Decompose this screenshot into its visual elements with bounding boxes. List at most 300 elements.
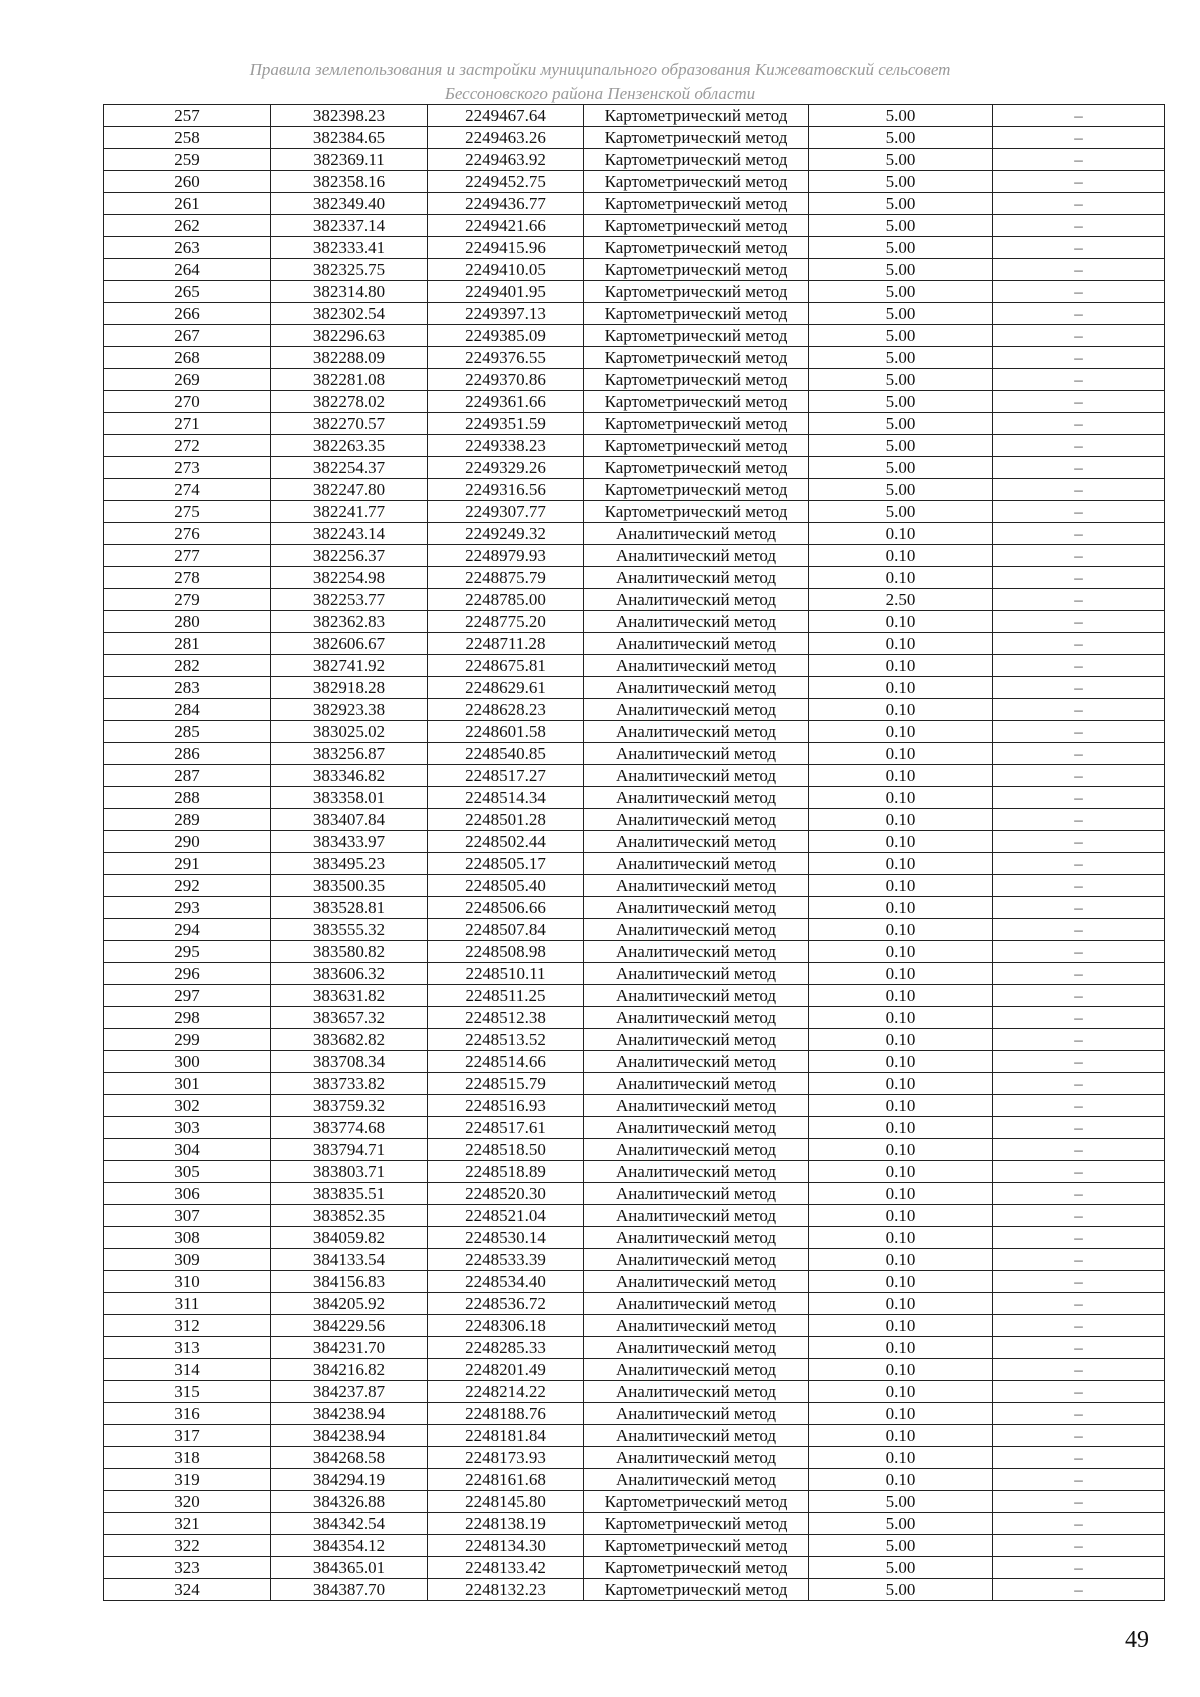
point-number-cell: 284	[104, 699, 271, 721]
accuracy-cell: 0.10	[809, 897, 993, 919]
y-coordinate-cell: 2248675.81	[428, 655, 584, 677]
y-coordinate-cell: 2248502.44	[428, 831, 584, 853]
y-coordinate-cell: 2248513.52	[428, 1029, 584, 1051]
x-coordinate-cell: 384268.58	[271, 1447, 428, 1469]
accuracy-cell: 0.10	[809, 1183, 993, 1205]
table-row	[104, 479, 1165, 501]
x-coordinate-cell: 383803.71	[271, 1161, 428, 1183]
accuracy-cell: 0.10	[809, 853, 993, 875]
note-cell: –	[993, 611, 1165, 633]
method-cell: Картометрический метод	[584, 237, 809, 259]
note-cell: –	[993, 875, 1165, 897]
running-header	[0, 58, 1200, 106]
x-coordinate-cell: 382243.14	[271, 523, 428, 545]
method-cell: Аналитический метод	[584, 1293, 809, 1315]
point-number-cell: 276	[104, 523, 271, 545]
table-row	[104, 281, 1165, 303]
x-coordinate-cell: 383733.82	[271, 1073, 428, 1095]
y-coordinate-cell: 2249463.92	[428, 149, 584, 171]
x-coordinate-cell: 384294.19	[271, 1469, 428, 1491]
note-cell: –	[993, 1447, 1165, 1469]
note-cell: –	[993, 1579, 1165, 1601]
note-cell: –	[993, 347, 1165, 369]
header-line-2: Бессоновского района Пензенской области	[444, 84, 756, 103]
method-cell: Аналитический метод	[584, 1249, 809, 1271]
note-cell: –	[993, 963, 1165, 985]
table-row	[104, 831, 1165, 853]
y-coordinate-cell: 2248514.66	[428, 1051, 584, 1073]
accuracy-cell: 5.00	[809, 149, 993, 171]
point-number-cell: 312	[104, 1315, 271, 1337]
point-number-cell: 268	[104, 347, 271, 369]
table-row	[104, 105, 1165, 127]
note-cell: –	[993, 985, 1165, 1007]
x-coordinate-cell: 383500.35	[271, 875, 428, 897]
x-coordinate-cell: 383708.34	[271, 1051, 428, 1073]
x-coordinate-cell: 382253.77	[271, 589, 428, 611]
x-coordinate-cell: 383657.32	[271, 1007, 428, 1029]
point-number-cell: 283	[104, 677, 271, 699]
note-cell: –	[993, 237, 1165, 259]
note-cell: –	[993, 633, 1165, 655]
method-cell: Аналитический метод	[584, 897, 809, 919]
point-number-cell: 296	[104, 963, 271, 985]
point-number-cell: 307	[104, 1205, 271, 1227]
accuracy-cell: 5.00	[809, 1491, 993, 1513]
table-row	[104, 545, 1165, 567]
note-cell: –	[993, 325, 1165, 347]
x-coordinate-cell: 383025.02	[271, 721, 428, 743]
table-row	[104, 1469, 1165, 1491]
table-row	[104, 369, 1165, 391]
point-number-cell: 269	[104, 369, 271, 391]
table-row	[104, 721, 1165, 743]
table-row	[104, 919, 1165, 941]
point-number-cell: 298	[104, 1007, 271, 1029]
note-cell: –	[993, 193, 1165, 215]
method-cell: Картометрический метод	[584, 127, 809, 149]
note-cell: –	[993, 897, 1165, 919]
point-number-cell: 311	[104, 1293, 271, 1315]
point-number-cell: 287	[104, 765, 271, 787]
accuracy-cell: 0.10	[809, 1227, 993, 1249]
y-coordinate-cell: 2248785.00	[428, 589, 584, 611]
note-cell: –	[993, 1183, 1165, 1205]
x-coordinate-cell: 384059.82	[271, 1227, 428, 1249]
accuracy-cell: 0.10	[809, 523, 993, 545]
accuracy-cell: 0.10	[809, 809, 993, 831]
accuracy-cell: 0.10	[809, 1117, 993, 1139]
x-coordinate-cell: 382358.16	[271, 171, 428, 193]
point-number-cell: 309	[104, 1249, 271, 1271]
x-coordinate-cell: 383794.71	[271, 1139, 428, 1161]
method-cell: Аналитический метод	[584, 567, 809, 589]
y-coordinate-cell: 2249463.26	[428, 127, 584, 149]
table-row	[104, 677, 1165, 699]
y-coordinate-cell: 2248775.20	[428, 611, 584, 633]
table-row	[104, 1227, 1165, 1249]
y-coordinate-cell: 2249329.26	[428, 457, 584, 479]
table-row	[104, 523, 1165, 545]
y-coordinate-cell: 2249307.77	[428, 501, 584, 523]
accuracy-cell: 0.10	[809, 677, 993, 699]
page-number: 49	[1125, 1627, 1149, 1653]
y-coordinate-cell: 2248536.72	[428, 1293, 584, 1315]
point-number-cell: 318	[104, 1447, 271, 1469]
x-coordinate-cell: 383407.84	[271, 809, 428, 831]
table-row	[104, 1403, 1165, 1425]
accuracy-cell: 0.10	[809, 1315, 993, 1337]
y-coordinate-cell: 2248517.61	[428, 1117, 584, 1139]
y-coordinate-cell: 2248516.93	[428, 1095, 584, 1117]
accuracy-cell: 0.10	[809, 1249, 993, 1271]
accuracy-cell: 0.10	[809, 1425, 993, 1447]
accuracy-cell: 5.00	[809, 391, 993, 413]
accuracy-cell: 5.00	[809, 303, 993, 325]
table-row	[104, 655, 1165, 677]
point-number-cell: 305	[104, 1161, 271, 1183]
method-cell: Картометрический метод	[584, 457, 809, 479]
method-cell: Картометрический метод	[584, 105, 809, 127]
method-cell: Аналитический метод	[584, 1359, 809, 1381]
table-row	[104, 611, 1165, 633]
method-cell: Аналитический метод	[584, 1007, 809, 1029]
point-number-cell: 286	[104, 743, 271, 765]
x-coordinate-cell: 382254.37	[271, 457, 428, 479]
x-coordinate-cell: 384156.83	[271, 1271, 428, 1293]
y-coordinate-cell: 2248518.89	[428, 1161, 584, 1183]
note-cell: –	[993, 435, 1165, 457]
note-cell: –	[993, 149, 1165, 171]
note-cell: –	[993, 1491, 1165, 1513]
method-cell: Аналитический метод	[584, 1315, 809, 1337]
y-coordinate-cell: 2249338.23	[428, 435, 584, 457]
x-coordinate-cell: 382923.38	[271, 699, 428, 721]
method-cell: Картометрический метод	[584, 1513, 809, 1535]
x-coordinate-cell: 383631.82	[271, 985, 428, 1007]
method-cell: Аналитический метод	[584, 831, 809, 853]
note-cell: –	[993, 259, 1165, 281]
point-number-cell: 272	[104, 435, 271, 457]
table-row	[104, 1425, 1165, 1447]
accuracy-cell: 0.10	[809, 699, 993, 721]
method-cell: Картометрический метод	[584, 1491, 809, 1513]
y-coordinate-cell: 2249397.13	[428, 303, 584, 325]
accuracy-cell: 0.10	[809, 1271, 993, 1293]
x-coordinate-cell: 382398.23	[271, 105, 428, 127]
point-number-cell: 282	[104, 655, 271, 677]
table-row	[104, 985, 1165, 1007]
method-cell: Аналитический метод	[584, 765, 809, 787]
table-row	[104, 1359, 1165, 1381]
table-row	[104, 215, 1165, 237]
point-number-cell: 293	[104, 897, 271, 919]
method-cell: Аналитический метод	[584, 633, 809, 655]
method-cell: Картометрический метод	[584, 303, 809, 325]
accuracy-cell: 0.10	[809, 831, 993, 853]
method-cell: Аналитический метод	[584, 1095, 809, 1117]
x-coordinate-cell: 382256.37	[271, 545, 428, 567]
accuracy-cell: 0.10	[809, 1403, 993, 1425]
accuracy-cell: 5.00	[809, 369, 993, 391]
point-number-cell: 291	[104, 853, 271, 875]
y-coordinate-cell: 2248511.25	[428, 985, 584, 1007]
accuracy-cell: 5.00	[809, 281, 993, 303]
table-row	[104, 699, 1165, 721]
table-row	[104, 457, 1165, 479]
y-coordinate-cell: 2248875.79	[428, 567, 584, 589]
note-cell: –	[993, 787, 1165, 809]
table-row	[104, 413, 1165, 435]
accuracy-cell: 5.00	[809, 1579, 993, 1601]
note-cell: –	[993, 1359, 1165, 1381]
method-cell: Аналитический метод	[584, 655, 809, 677]
point-number-cell: 288	[104, 787, 271, 809]
x-coordinate-cell: 382270.57	[271, 413, 428, 435]
y-coordinate-cell: 2249452.75	[428, 171, 584, 193]
method-cell: Аналитический метод	[584, 1205, 809, 1227]
accuracy-cell: 2.50	[809, 589, 993, 611]
table-row	[104, 1183, 1165, 1205]
y-coordinate-cell: 2248501.28	[428, 809, 584, 831]
note-cell: –	[993, 765, 1165, 787]
accuracy-cell: 0.10	[809, 1381, 993, 1403]
table-row	[104, 325, 1165, 347]
y-coordinate-cell: 2248711.28	[428, 633, 584, 655]
point-number-cell: 294	[104, 919, 271, 941]
note-cell: –	[993, 721, 1165, 743]
y-coordinate-cell: 2248132.23	[428, 1579, 584, 1601]
y-coordinate-cell: 2248138.19	[428, 1513, 584, 1535]
y-coordinate-cell: 2248628.23	[428, 699, 584, 721]
y-coordinate-cell: 2248530.14	[428, 1227, 584, 1249]
note-cell: –	[993, 281, 1165, 303]
method-cell: Аналитический метод	[584, 1271, 809, 1293]
note-cell: –	[993, 1337, 1165, 1359]
x-coordinate-cell: 384205.92	[271, 1293, 428, 1315]
accuracy-cell: 0.10	[809, 1073, 993, 1095]
point-number-cell: 280	[104, 611, 271, 633]
table-row	[104, 1051, 1165, 1073]
method-cell: Картометрический метод	[584, 193, 809, 215]
y-coordinate-cell: 2249410.05	[428, 259, 584, 281]
method-cell: Аналитический метод	[584, 853, 809, 875]
note-cell: –	[993, 567, 1165, 589]
x-coordinate-cell: 383852.35	[271, 1205, 428, 1227]
note-cell: –	[993, 941, 1165, 963]
table-row	[104, 809, 1165, 831]
note-cell: –	[993, 303, 1165, 325]
x-coordinate-cell: 382281.08	[271, 369, 428, 391]
note-cell: –	[993, 171, 1165, 193]
table-row	[104, 193, 1165, 215]
note-cell: –	[993, 1117, 1165, 1139]
note-cell: –	[993, 809, 1165, 831]
table-row	[104, 1139, 1165, 1161]
y-coordinate-cell: 2249385.09	[428, 325, 584, 347]
point-number-cell: 300	[104, 1051, 271, 1073]
table-row	[104, 1557, 1165, 1579]
method-cell: Аналитический метод	[584, 1051, 809, 1073]
x-coordinate-cell: 383433.97	[271, 831, 428, 853]
point-number-cell: 261	[104, 193, 271, 215]
point-number-cell: 270	[104, 391, 271, 413]
point-number-cell: 308	[104, 1227, 271, 1249]
point-number-cell: 295	[104, 941, 271, 963]
accuracy-cell: 5.00	[809, 1513, 993, 1535]
x-coordinate-cell: 384387.70	[271, 1579, 428, 1601]
x-coordinate-cell: 383759.32	[271, 1095, 428, 1117]
note-cell: –	[993, 699, 1165, 721]
point-number-cell: 265	[104, 281, 271, 303]
accuracy-cell: 0.10	[809, 721, 993, 743]
note-cell: –	[993, 479, 1165, 501]
note-cell: –	[993, 1469, 1165, 1491]
y-coordinate-cell: 2248517.27	[428, 765, 584, 787]
table-row	[104, 765, 1165, 787]
x-coordinate-cell: 383682.82	[271, 1029, 428, 1051]
accuracy-cell: 0.10	[809, 919, 993, 941]
note-cell: –	[993, 501, 1165, 523]
x-coordinate-cell: 383358.01	[271, 787, 428, 809]
y-coordinate-cell: 2249249.32	[428, 523, 584, 545]
point-number-cell: 323	[104, 1557, 271, 1579]
table-row	[104, 1029, 1165, 1051]
note-cell: –	[993, 1227, 1165, 1249]
x-coordinate-cell: 382314.80	[271, 281, 428, 303]
method-cell: Аналитический метод	[584, 523, 809, 545]
y-coordinate-cell: 2249376.55	[428, 347, 584, 369]
accuracy-cell: 0.10	[809, 1359, 993, 1381]
accuracy-cell: 5.00	[809, 259, 993, 281]
x-coordinate-cell: 382302.54	[271, 303, 428, 325]
method-cell: Аналитический метод	[584, 699, 809, 721]
point-number-cell: 271	[104, 413, 271, 435]
accuracy-cell: 5.00	[809, 347, 993, 369]
x-coordinate-cell: 383774.68	[271, 1117, 428, 1139]
x-coordinate-cell: 382325.75	[271, 259, 428, 281]
point-number-cell: 290	[104, 831, 271, 853]
table-row	[104, 391, 1165, 413]
accuracy-cell: 0.10	[809, 743, 993, 765]
point-number-cell: 319	[104, 1469, 271, 1491]
x-coordinate-cell: 382606.67	[271, 633, 428, 655]
accuracy-cell: 0.10	[809, 985, 993, 1007]
accuracy-cell: 5.00	[809, 105, 993, 127]
table-row	[104, 787, 1165, 809]
method-cell: Аналитический метод	[584, 1381, 809, 1403]
x-coordinate-cell: 383528.81	[271, 897, 428, 919]
accuracy-cell: 5.00	[809, 1535, 993, 1557]
accuracy-cell: 0.10	[809, 1029, 993, 1051]
point-number-cell: 321	[104, 1513, 271, 1535]
x-coordinate-cell: 384365.01	[271, 1557, 428, 1579]
table-row	[104, 1447, 1165, 1469]
method-cell: Картометрический метод	[584, 479, 809, 501]
note-cell: –	[993, 589, 1165, 611]
point-number-cell: 262	[104, 215, 271, 237]
y-coordinate-cell: 2249436.77	[428, 193, 584, 215]
note-cell: –	[993, 1425, 1165, 1447]
note-cell: –	[993, 1535, 1165, 1557]
accuracy-cell: 0.10	[809, 545, 993, 567]
point-number-cell: 285	[104, 721, 271, 743]
x-coordinate-cell: 383580.82	[271, 941, 428, 963]
table-row	[104, 259, 1165, 281]
x-coordinate-cell: 384237.87	[271, 1381, 428, 1403]
y-coordinate-cell: 2248508.98	[428, 941, 584, 963]
point-number-cell: 259	[104, 149, 271, 171]
method-cell: Картометрический метод	[584, 325, 809, 347]
table-row	[104, 1491, 1165, 1513]
x-coordinate-cell: 382254.98	[271, 567, 428, 589]
note-cell: –	[993, 369, 1165, 391]
table-row	[104, 1381, 1165, 1403]
point-number-cell: 264	[104, 259, 271, 281]
x-coordinate-cell: 384326.88	[271, 1491, 428, 1513]
accuracy-cell: 5.00	[809, 237, 993, 259]
y-coordinate-cell: 2248533.39	[428, 1249, 584, 1271]
y-coordinate-cell: 2248181.84	[428, 1425, 584, 1447]
point-number-cell: 310	[104, 1271, 271, 1293]
note-cell: –	[993, 545, 1165, 567]
point-number-cell: 263	[104, 237, 271, 259]
y-coordinate-cell: 2248518.50	[428, 1139, 584, 1161]
accuracy-cell: 0.10	[809, 655, 993, 677]
point-number-cell: 315	[104, 1381, 271, 1403]
method-cell: Аналитический метод	[584, 743, 809, 765]
y-coordinate-cell: 2248601.58	[428, 721, 584, 743]
accuracy-cell: 5.00	[809, 193, 993, 215]
accuracy-cell: 5.00	[809, 435, 993, 457]
table-row	[104, 941, 1165, 963]
point-number-cell: 297	[104, 985, 271, 1007]
table-row	[104, 1161, 1165, 1183]
accuracy-cell: 0.10	[809, 963, 993, 985]
table-row	[104, 567, 1165, 589]
accuracy-cell: 0.10	[809, 1337, 993, 1359]
point-number-cell: 303	[104, 1117, 271, 1139]
x-coordinate-cell: 384342.54	[271, 1513, 428, 1535]
method-cell: Аналитический метод	[584, 1117, 809, 1139]
method-cell: Аналитический метод	[584, 1029, 809, 1051]
accuracy-cell: 5.00	[809, 215, 993, 237]
x-coordinate-cell: 384354.12	[271, 1535, 428, 1557]
note-cell: –	[993, 1381, 1165, 1403]
method-cell: Картометрический метод	[584, 501, 809, 523]
note-cell: –	[993, 1073, 1165, 1095]
point-number-cell: 316	[104, 1403, 271, 1425]
point-number-cell: 320	[104, 1491, 271, 1513]
y-coordinate-cell: 2249421.66	[428, 215, 584, 237]
note-cell: –	[993, 655, 1165, 677]
method-cell: Аналитический метод	[584, 1447, 809, 1469]
accuracy-cell: 5.00	[809, 1557, 993, 1579]
accuracy-cell: 0.10	[809, 1051, 993, 1073]
table-row	[104, 1513, 1165, 1535]
method-cell: Аналитический метод	[584, 875, 809, 897]
method-cell: Аналитический метод	[584, 611, 809, 633]
accuracy-cell: 0.10	[809, 1139, 993, 1161]
point-number-cell: 260	[104, 171, 271, 193]
y-coordinate-cell: 2248201.49	[428, 1359, 584, 1381]
method-cell: Аналитический метод	[584, 1425, 809, 1447]
x-coordinate-cell: 382263.35	[271, 435, 428, 457]
table-row	[104, 963, 1165, 985]
note-cell: –	[993, 1051, 1165, 1073]
point-number-cell: 278	[104, 567, 271, 589]
coordinates-table	[103, 104, 1165, 1601]
